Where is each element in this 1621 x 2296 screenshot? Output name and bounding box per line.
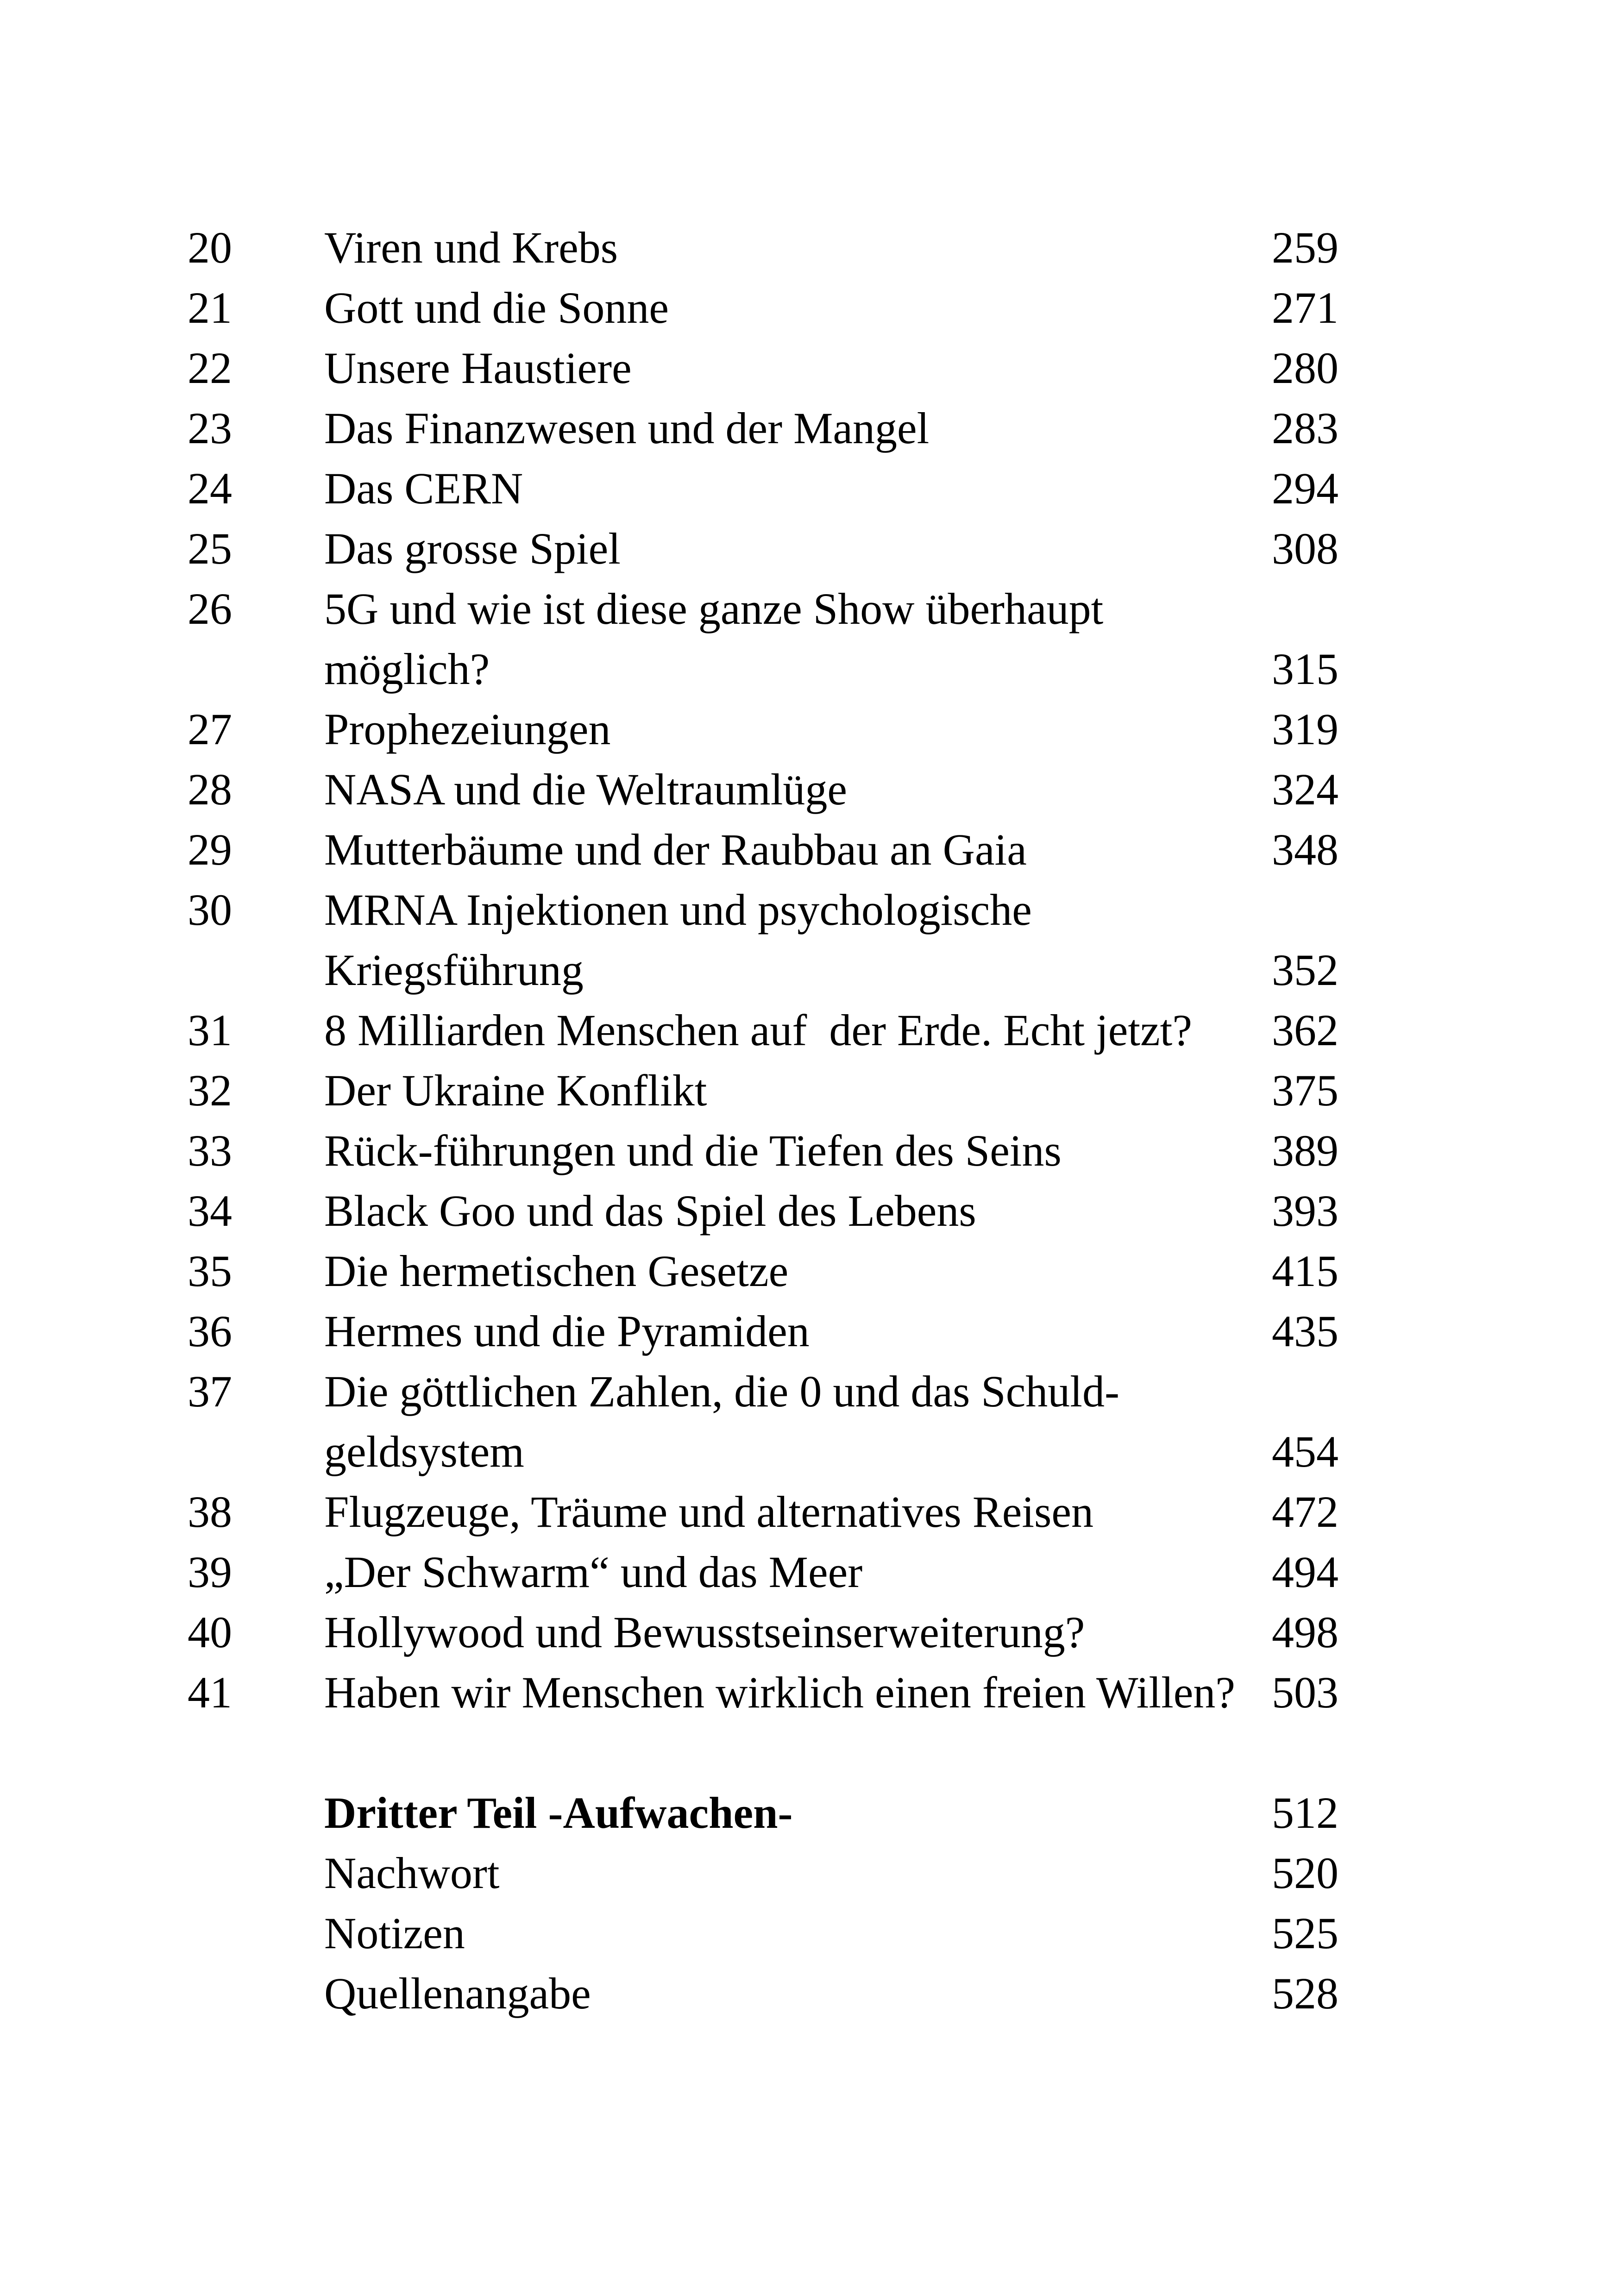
page-number: 472 <box>1272 1487 1338 1537</box>
chapter-title: Das grosse Spiel <box>324 524 621 573</box>
chapter-number: 37 <box>188 1367 232 1416</box>
chapter-title: MRNA Injektionen und psychologische <box>324 885 1032 935</box>
toc-entry <box>188 1361 1338 1482</box>
chapter-number: 41 <box>188 1668 232 1717</box>
chapter-title: Unsere Haustiere <box>324 343 632 393</box>
chapter-number: 27 <box>188 704 232 754</box>
chapter-number: 36 <box>188 1306 232 1356</box>
toc-entry <box>188 398 1338 458</box>
backmatter-title: Quellenangabe <box>324 1969 591 2018</box>
chapter-number: 24 <box>188 464 232 513</box>
chapter-title: Viren und Krebs <box>324 223 618 272</box>
toc-entry <box>188 1482 1338 1542</box>
chapter-title: Mutterbäume und der Raubbau an Gaia <box>324 825 1027 874</box>
page-number: 280 <box>1272 343 1338 393</box>
page-number: 283 <box>1272 403 1338 453</box>
chapter-number: 25 <box>188 524 232 573</box>
toc-entry <box>188 1241 1338 1301</box>
toc-entry <box>188 1301 1338 1361</box>
toc-entry <box>188 1783 1338 1843</box>
page-number: 503 <box>1272 1668 1338 1717</box>
page-number: 319 <box>1272 704 1338 754</box>
chapter-number: 20 <box>188 223 232 272</box>
toc-entry <box>188 699 1338 759</box>
chapter-number: 21 <box>188 283 232 332</box>
toc-entry <box>188 1060 1338 1121</box>
chapter-title: Hollywood und Bewusstseinserweiterung? <box>324 1607 1085 1657</box>
chapter-title: 8 Milliarden Menschen auf der Erde. Echt jetzt? <box>324 1005 1192 1055</box>
chapter-title: Die hermetischen Gesetze <box>324 1246 789 1296</box>
chapter-title: Hermes und die Pyramiden <box>324 1306 810 1356</box>
page-number: 294 <box>1272 464 1338 513</box>
page-number: 454 <box>1272 1427 1338 1476</box>
page-number: 324 <box>1272 765 1338 814</box>
chapter-title: Der Ukraine Konflikt <box>324 1066 707 1115</box>
chapter-number: 33 <box>188 1126 232 1175</box>
section-heading: Dritter Teil -Aufwachen- <box>324 1788 793 1838</box>
page-number: 520 <box>1272 1848 1338 1898</box>
toc-entry <box>188 1602 1338 1662</box>
chapter-number: 38 <box>188 1487 232 1537</box>
chapter-number: 28 <box>188 765 232 814</box>
toc-entry <box>188 1843 1338 1903</box>
page-number: 435 <box>1272 1306 1338 1356</box>
page-number: 362 <box>1272 1005 1338 1055</box>
toc-entry <box>188 759 1338 820</box>
chapter-title: Flugzeuge, Träume und alternatives Reisen <box>324 1487 1094 1537</box>
toc-entry <box>188 1121 1338 1181</box>
chapter-title: Black Goo und das Spiel des Lebens <box>324 1186 976 1236</box>
toc-entry <box>188 1903 1338 1964</box>
chapter-number: 29 <box>188 825 232 874</box>
page-number: 271 <box>1272 283 1338 332</box>
page-number: 512 <box>1272 1788 1338 1838</box>
chapter-title: „Der Schwarm“ und das Meer <box>324 1547 863 1597</box>
chapter-title: Gott und die Sonne <box>324 283 669 332</box>
page-number: 415 <box>1272 1246 1338 1296</box>
chapter-title-line2: möglich? <box>324 644 490 694</box>
toc-entry <box>188 278 1338 338</box>
page-number: 498 <box>1272 1607 1338 1657</box>
page-number: 375 <box>1272 1066 1338 1115</box>
chapter-title: NASA und die Weltraumlüge <box>324 765 848 814</box>
page-number: 308 <box>1272 524 1338 573</box>
chapter-number: 39 <box>188 1547 232 1597</box>
page-number: 393 <box>1272 1186 1338 1236</box>
chapter-number: 32 <box>188 1066 232 1115</box>
page-number: 315 <box>1272 644 1338 694</box>
backmatter-title: Nachwort <box>324 1848 500 1898</box>
toc-entry <box>188 338 1338 398</box>
chapter-title: Rück-führungen und die Tiefen des Seins <box>324 1126 1062 1175</box>
page-number: 494 <box>1272 1547 1338 1597</box>
chapter-number: 40 <box>188 1607 232 1657</box>
toc-entry <box>188 1181 1338 1241</box>
chapter-number: 23 <box>188 403 232 453</box>
page-number: 528 <box>1272 1969 1338 2018</box>
backmatter-section <box>188 1783 1338 2024</box>
chapter-number: 31 <box>188 1005 232 1055</box>
chapter-title: 5G und wie ist diese ganze Show überhaupt <box>324 584 1104 634</box>
chapter-title: Das Finanzwesen und der Mangel <box>324 403 930 453</box>
toc-entry <box>188 458 1338 519</box>
chapter-title: Die göttlichen Zahlen, die 0 und das Schuld- <box>324 1367 1119 1416</box>
page-number: 348 <box>1272 825 1338 874</box>
toc-entry <box>188 519 1338 579</box>
chapter-number: 30 <box>188 885 232 935</box>
table-of-contents <box>188 218 1338 2024</box>
page-number: 259 <box>1272 223 1338 272</box>
toc-entry <box>188 820 1338 880</box>
backmatter-title: Notizen <box>324 1908 465 1958</box>
page-number: 389 <box>1272 1126 1338 1175</box>
page-number: 525 <box>1272 1908 1338 1958</box>
toc-entry <box>188 218 1338 278</box>
chapter-title-line2: Kriegsführung <box>324 945 584 995</box>
toc-entry <box>188 1000 1338 1060</box>
toc-entry <box>188 880 1338 1000</box>
chapter-title: Haben wir Menschen wirklich einen freien Willen? <box>324 1668 1235 1717</box>
page-number: 352 <box>1272 945 1338 995</box>
toc-entry <box>188 579 1338 699</box>
toc-entry <box>188 1964 1338 2024</box>
chapter-number: 34 <box>188 1186 232 1236</box>
chapter-number: 22 <box>188 343 232 393</box>
chapter-title: Das CERN <box>324 464 523 513</box>
chapter-title-line2: geldsystem <box>324 1427 524 1476</box>
chapter-number: 35 <box>188 1246 232 1296</box>
chapter-title: Prophezeiungen <box>324 704 611 754</box>
toc-entry <box>188 1542 1338 1602</box>
chapter-number: 26 <box>188 584 232 634</box>
toc-entry <box>188 1662 1338 1723</box>
